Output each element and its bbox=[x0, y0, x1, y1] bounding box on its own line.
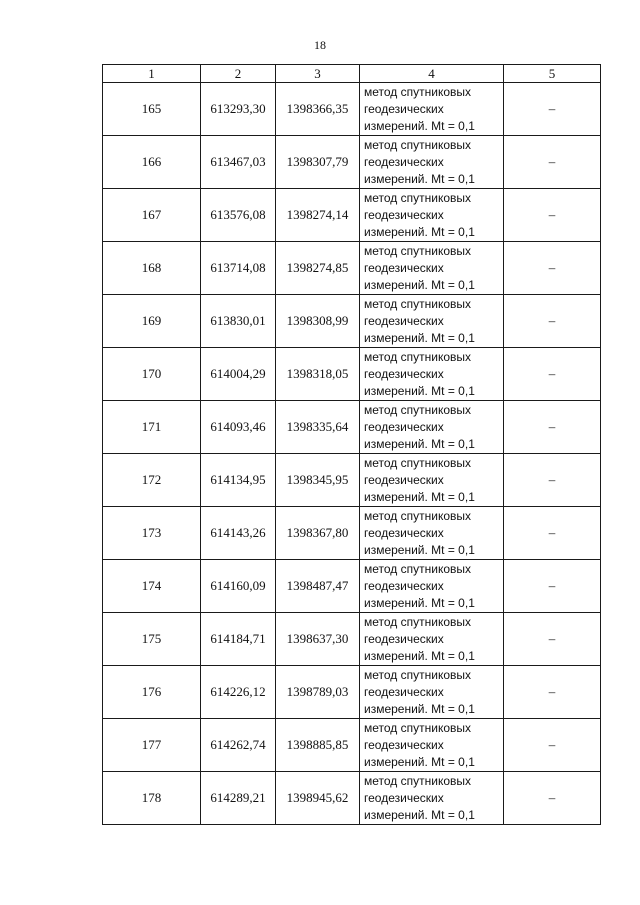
method-line: геодезических bbox=[364, 313, 444, 328]
method-line: метод спутниковых bbox=[364, 349, 472, 364]
method-cell bbox=[360, 719, 504, 772]
method-line: метод спутниковых bbox=[364, 561, 472, 576]
point-number: 175 bbox=[103, 613, 201, 666]
table-row bbox=[103, 454, 601, 507]
table-row bbox=[103, 348, 601, 401]
coord-y: 1398945,62 bbox=[276, 772, 360, 825]
method-line: измерений. Mt = 0,1 bbox=[364, 277, 475, 292]
coord-x: 614289,21 bbox=[201, 772, 276, 825]
method-line: метод спутниковых bbox=[364, 84, 472, 99]
method-line: измерений. Mt = 0,1 bbox=[364, 383, 475, 398]
method-line: измерений. Mt = 0,1 bbox=[364, 171, 475, 186]
point-number: 174 bbox=[103, 560, 201, 613]
method-cell bbox=[360, 401, 504, 454]
point-number: 166 bbox=[103, 136, 201, 189]
method-cell bbox=[360, 613, 504, 666]
method-line: измерений. Mt = 0,1 bbox=[364, 754, 475, 769]
coord-x: 614262,74 bbox=[201, 719, 276, 772]
coord-x: 614004,29 bbox=[201, 348, 276, 401]
page-number: 18 bbox=[314, 38, 326, 52]
table-row bbox=[103, 772, 601, 825]
note-cell: – bbox=[504, 295, 601, 348]
method-line: геодезических bbox=[364, 419, 444, 434]
point-number: 165 bbox=[103, 83, 201, 136]
method-line: измерений. Mt = 0,1 bbox=[364, 330, 475, 345]
method-cell bbox=[360, 136, 504, 189]
method-line: метод спутниковых bbox=[364, 508, 472, 523]
method-line: метод спутниковых bbox=[364, 667, 472, 682]
coord-y: 1398318,05 bbox=[276, 348, 360, 401]
method-line: измерений. Mt = 0,1 bbox=[364, 648, 475, 663]
header-col-3: 3 bbox=[276, 65, 360, 83]
method-line: измерений. Mt = 0,1 bbox=[364, 489, 475, 504]
coord-y: 1398487,47 bbox=[276, 560, 360, 613]
method-line: геодезических bbox=[364, 737, 444, 752]
coord-x: 613830,01 bbox=[201, 295, 276, 348]
note-cell: – bbox=[504, 401, 601, 454]
table-row bbox=[103, 295, 601, 348]
table-row bbox=[103, 242, 601, 295]
table-header-row bbox=[103, 65, 601, 83]
table-row bbox=[103, 719, 601, 772]
note-cell: – bbox=[504, 242, 601, 295]
note-cell: – bbox=[504, 560, 601, 613]
table-row bbox=[103, 666, 601, 719]
table-row bbox=[103, 189, 601, 242]
method-line: геодезических bbox=[364, 631, 444, 646]
method-line: измерений. Mt = 0,1 bbox=[364, 118, 475, 133]
note-cell: – bbox=[504, 507, 601, 560]
method-line: геодезических bbox=[364, 207, 444, 222]
method-line: метод спутниковых bbox=[364, 402, 472, 417]
note-cell: – bbox=[504, 772, 601, 825]
method-line: геодезических bbox=[364, 366, 444, 381]
coord-x: 613293,30 bbox=[201, 83, 276, 136]
method-line: измерений. Mt = 0,1 bbox=[364, 595, 475, 610]
coord-y: 1398637,30 bbox=[276, 613, 360, 666]
method-line: метод спутниковых bbox=[364, 190, 472, 205]
method-line: геодезических bbox=[364, 790, 444, 805]
point-number: 177 bbox=[103, 719, 201, 772]
coord-y: 1398308,99 bbox=[276, 295, 360, 348]
coord-y: 1398307,79 bbox=[276, 136, 360, 189]
coord-x: 614160,09 bbox=[201, 560, 276, 613]
method-line: геодезических bbox=[364, 525, 444, 540]
note-cell: – bbox=[504, 83, 601, 136]
coord-y: 1398885,85 bbox=[276, 719, 360, 772]
point-number: 167 bbox=[103, 189, 201, 242]
header-col-4: 4 bbox=[360, 65, 504, 83]
note-cell: – bbox=[504, 666, 601, 719]
method-cell bbox=[360, 242, 504, 295]
note-cell: – bbox=[504, 613, 601, 666]
coord-x: 614226,12 bbox=[201, 666, 276, 719]
method-line: геодезических bbox=[364, 154, 444, 169]
coord-x: 614184,71 bbox=[201, 613, 276, 666]
method-cell bbox=[360, 560, 504, 613]
method-line: геодезических bbox=[364, 472, 444, 487]
method-cell bbox=[360, 295, 504, 348]
coord-y: 1398367,80 bbox=[276, 507, 360, 560]
method-cell bbox=[360, 507, 504, 560]
method-cell bbox=[360, 189, 504, 242]
coord-x: 613576,08 bbox=[201, 189, 276, 242]
method-line: метод спутниковых bbox=[364, 455, 472, 470]
coord-y: 1398335,64 bbox=[276, 401, 360, 454]
method-line: измерений. Mt = 0,1 bbox=[364, 807, 475, 822]
coord-x: 614143,26 bbox=[201, 507, 276, 560]
table-row bbox=[103, 401, 601, 454]
method-line: метод спутниковых bbox=[364, 137, 472, 152]
table-row bbox=[103, 613, 601, 666]
coord-y: 1398789,03 bbox=[276, 666, 360, 719]
method-line: измерений. Mt = 0,1 bbox=[364, 542, 475, 557]
point-number: 169 bbox=[103, 295, 201, 348]
method-line: метод спутниковых bbox=[364, 243, 472, 258]
point-number: 171 bbox=[103, 401, 201, 454]
coord-x: 613714,08 bbox=[201, 242, 276, 295]
method-line: геодезических bbox=[364, 578, 444, 593]
table-row bbox=[103, 136, 601, 189]
header-col-1: 1 bbox=[103, 65, 201, 83]
method-line: измерений. Mt = 0,1 bbox=[364, 224, 475, 239]
point-number: 178 bbox=[103, 772, 201, 825]
note-cell: – bbox=[504, 136, 601, 189]
method-line: метод спутниковых bbox=[364, 614, 472, 629]
coord-x: 614134,95 bbox=[201, 454, 276, 507]
note-cell: – bbox=[504, 189, 601, 242]
method-line: геодезических bbox=[364, 684, 444, 699]
method-line: геодезических bbox=[364, 101, 444, 116]
note-cell: – bbox=[504, 454, 601, 507]
coord-x: 613467,03 bbox=[201, 136, 276, 189]
point-number: 173 bbox=[103, 507, 201, 560]
header-col-5: 5 bbox=[504, 65, 601, 83]
point-number: 170 bbox=[103, 348, 201, 401]
method-line: метод спутниковых bbox=[364, 773, 472, 788]
coord-y: 1398274,85 bbox=[276, 242, 360, 295]
note-cell: – bbox=[504, 348, 601, 401]
point-number: 168 bbox=[103, 242, 201, 295]
method-cell bbox=[360, 454, 504, 507]
method-cell bbox=[360, 83, 504, 136]
table-row bbox=[103, 560, 601, 613]
coord-y: 1398274,14 bbox=[276, 189, 360, 242]
table-row bbox=[103, 507, 601, 560]
method-line: измерений. Mt = 0,1 bbox=[364, 436, 475, 451]
method-line: метод спутниковых bbox=[364, 720, 472, 735]
coord-y: 1398345,95 bbox=[276, 454, 360, 507]
table-body bbox=[103, 83, 601, 825]
table-row bbox=[103, 83, 601, 136]
coord-x: 614093,46 bbox=[201, 401, 276, 454]
note-cell: – bbox=[504, 719, 601, 772]
method-cell bbox=[360, 666, 504, 719]
method-line: метод спутниковых bbox=[364, 296, 472, 311]
coord-y: 1398366,35 bbox=[276, 83, 360, 136]
point-number: 176 bbox=[103, 666, 201, 719]
method-cell bbox=[360, 348, 504, 401]
point-number: 172 bbox=[103, 454, 201, 507]
header-col-2: 2 bbox=[201, 65, 276, 83]
coordinates-table bbox=[102, 64, 601, 825]
method-cell bbox=[360, 772, 504, 825]
method-line: геодезических bbox=[364, 260, 444, 275]
method-line: измерений. Mt = 0,1 bbox=[364, 701, 475, 716]
